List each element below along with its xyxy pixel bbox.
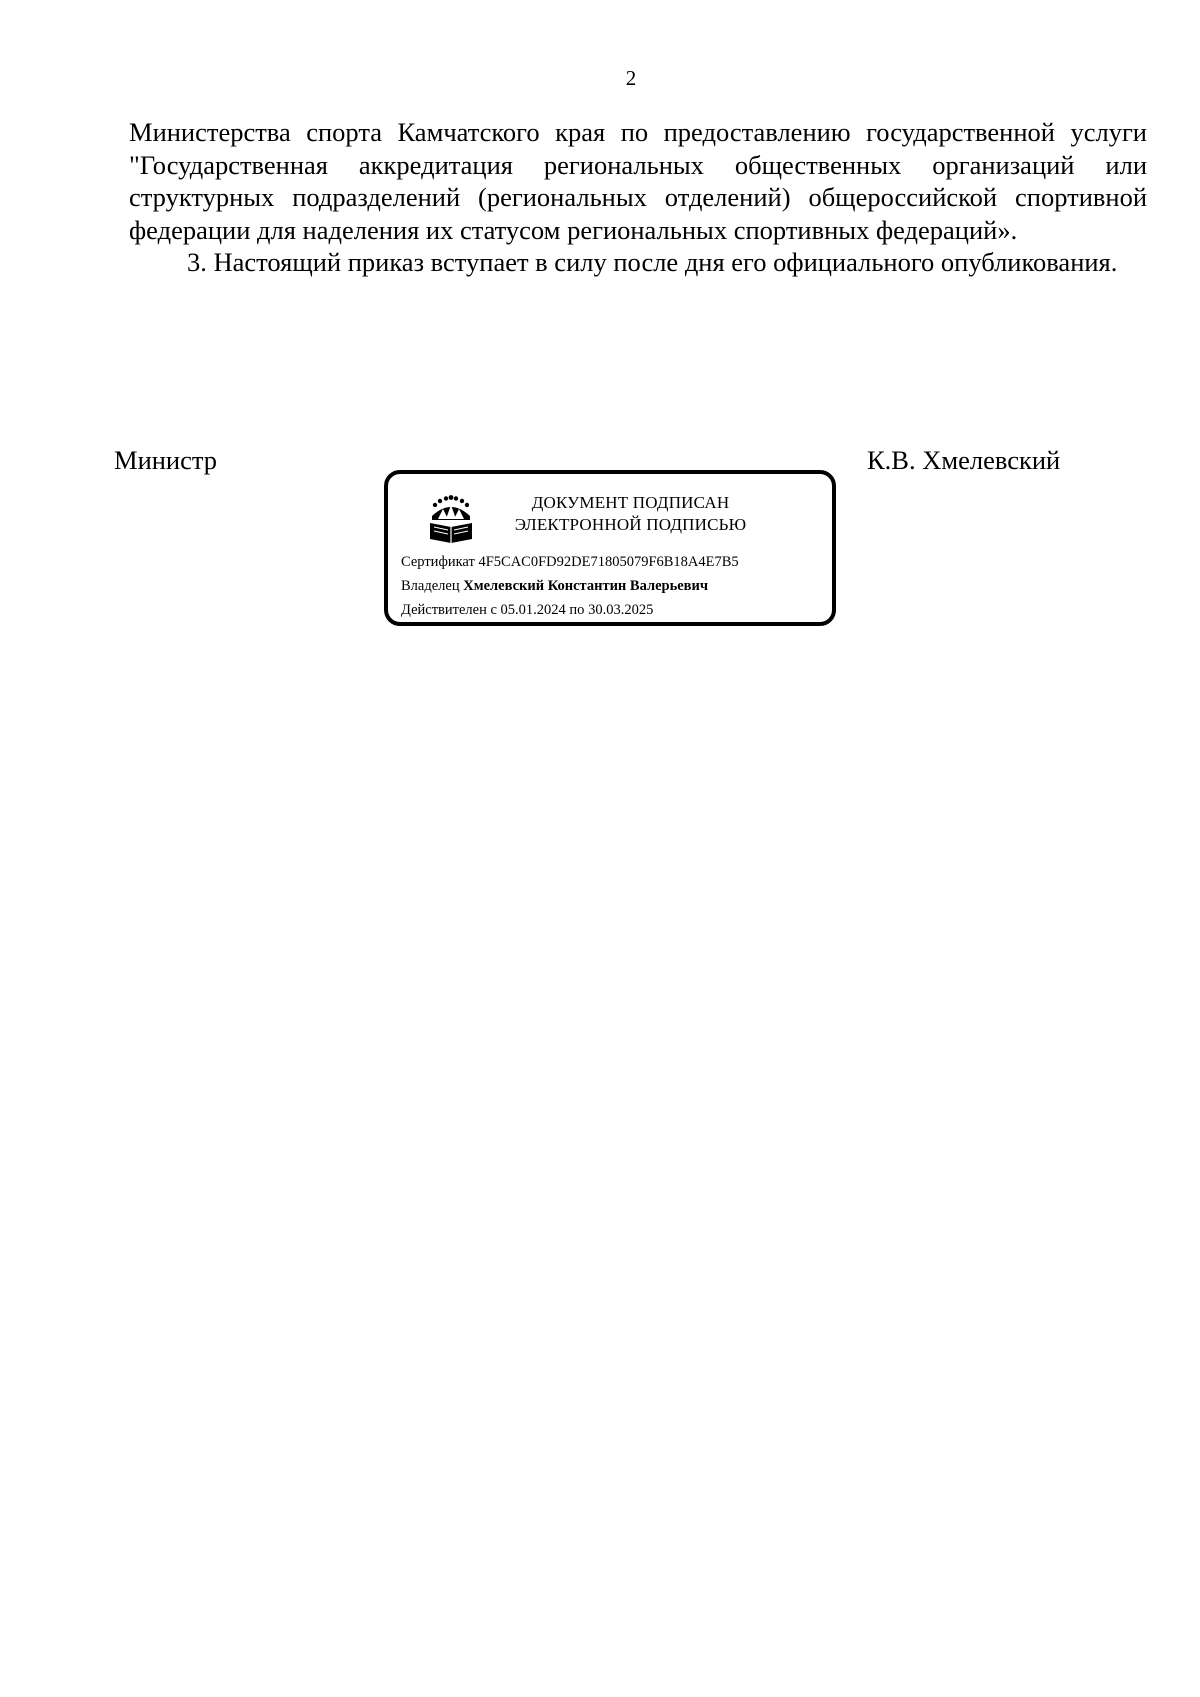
valid-from-date: 05.01.2024 <box>500 602 566 618</box>
valid-to-prefix: по <box>569 602 585 618</box>
valid-from-prefix: с <box>490 602 497 618</box>
stamp-header <box>488 492 773 536</box>
document-body <box>129 116 1147 279</box>
validity-row <box>401 598 831 622</box>
valid-label: Действителен <box>401 602 487 618</box>
signatory-role: Министр <box>114 445 218 475</box>
kamchatka-emblem-icon <box>426 492 476 544</box>
signatory-name: К.В. Хмелевский <box>867 445 1061 475</box>
certificate-value: 4F5CAC0FD92DE71805079F6B18A4E7B5 <box>478 554 739 570</box>
owner-label: Владелец <box>401 578 460 594</box>
certificate-label: Сертификат <box>401 554 475 570</box>
paragraph-continuation: Министерства спорта Камчатского края по предоставлению государственной услуги "Государственная аккредитация региональных общественных организаций или структурных подразделений (региональных отделений) общероссийской спортивной федерации для наделения их статусом региональных спортивных федераций». <box>129 117 1147 245</box>
certificate-row <box>401 550 831 574</box>
paragraph-3: 3. Настоящий приказ вступает в силу после дня его официального опубликования. <box>187 247 1118 278</box>
owner-value: Хмелевский Константин Валерьевич <box>463 578 709 594</box>
stamp-header-line-1: ДОКУМЕНТ ПОДПИСАН <box>531 493 730 512</box>
page-number: 2 <box>625 66 637 90</box>
owner-row <box>401 574 831 598</box>
valid-to-date: 30.03.2025 <box>588 602 654 618</box>
stamp-details <box>401 550 831 622</box>
stamp-header-line-2: ЭЛЕКТРОННОЙ ПОДПИСЬЮ <box>514 515 747 534</box>
electronic-signature-stamp <box>384 470 836 626</box>
